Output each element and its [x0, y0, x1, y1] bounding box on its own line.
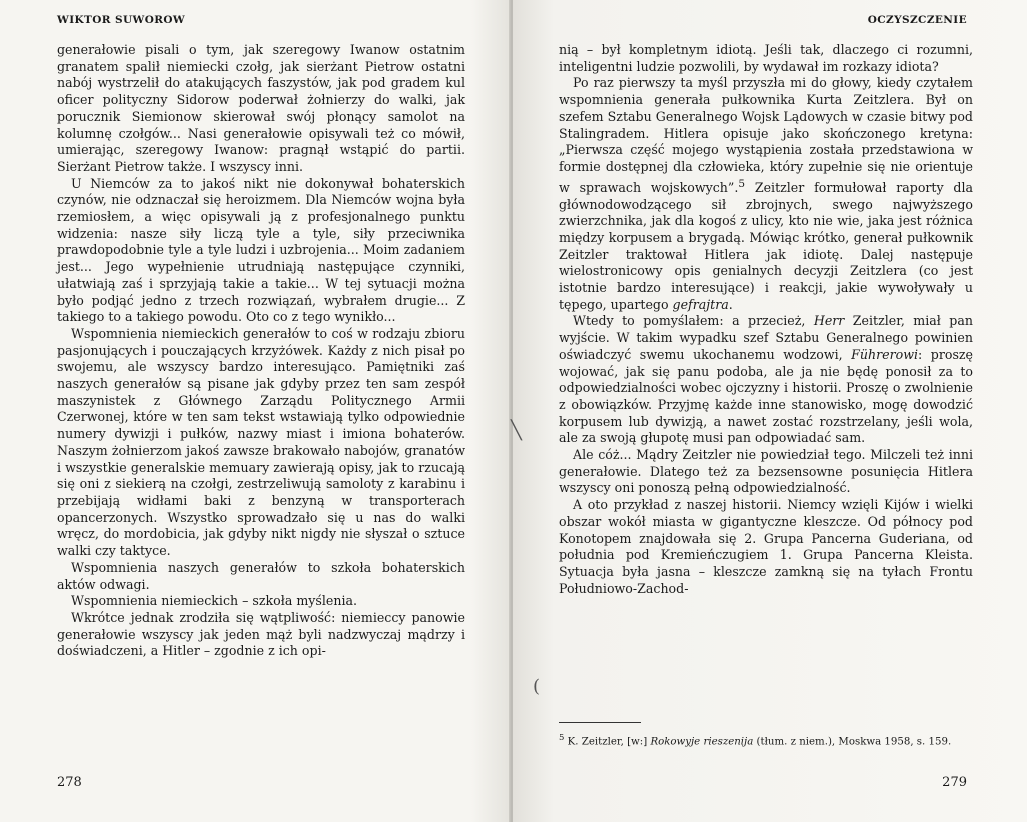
- left-page-body: [57, 42, 465, 660]
- text-run: Zeitzler, miał pan wyjście. W takim wypadku szef Sztabu Generalnego powinien oświadczyć swemu ukochanemu wodzowi,: [559, 313, 973, 362]
- italic-term: Führerowi: [851, 346, 919, 362]
- paragraph: Ale cóż... Mądry Zeitzler nie powiedział tego. Milczeli też inni generałowie. Dlatego też za bezsensowne posunięcia Hitlera wszyscy oni ponoszą pełną odpowiedzialność.: [559, 447, 973, 496]
- text-run: .: [728, 296, 733, 312]
- paragraph: U Niemców za to jakoś nikt nie dokonywał bohaterskich czynów, nie odznaczał się heroizmem. Dla Niemców wojna była rzemiosłem, a więc opisywali ją z profesjonalnego punktu widzenia: nasze siły liczą tyle a tyle, siły przeciwnika prawdopodobnie tyle a tyle ludzi i uzbrojenia... Moim zadaniem jest... Jego wypełnienie utrudniają następujące czynniki, ułatwiają zaś i sprzyjają takie a takie... W tej sytuacji można było podjąć jedno z trzech rozwiązań, wybrałem drugie... Z takiego to a takiego powodu. Oto co z tego wynikło...: [57, 175, 465, 325]
- running-head-left: WIKTOR SUWOROW: [57, 14, 186, 26]
- paragraph: [559, 313, 973, 447]
- paragraph: [559, 75, 973, 313]
- paragraph: Wspomnienia niemieckich – szkoła myślenia.: [71, 593, 357, 609]
- paragraph: A oto przykład z naszej historii. Niemcy wzięli Kijów i wielki obszar wokół miasta w gigantyczne kleszcze. Od północy pod Konotopem znajdowała się 2. Grupa Pancerna Guderiana, od południa pod Kremieńczugiem 1. Grupa Pancerna Kleista. Sytuacja była jasna – kleszcze zamkną się na tyłach Frontu Południowo-Zachod-: [559, 497, 973, 596]
- footnote-divider: [559, 722, 641, 723]
- pencil-mark: (: [533, 676, 541, 697]
- italic-term: Herr: [813, 313, 845, 329]
- paragraph: Wspomnienia niemieckich generałów to coś w rodzaju zbioru pasjonujących i pouczających krzyżówek. Każdy z nich pisał po swojemu, ale wszyscy bardzo interesująco. Pamiętniki zaś naszych generałów są pisane jak gdyby przez ten sam zespół maszynistek z Głównego Zarządu Politycznego Armii Czerwonej, które w ten sam tekst wstawiają tylko odpowiednie numery dywizji i pułków, nazwy miast i imiona bohaterów. Naszym żołnierzom jakoś zawsze brakowało nabojów, granatów i wszystkie generalskie memuary zawierają opisy, jak to rzucają się oni z siekierą na czołgi, zestrzeliwują samoloty z karabinu i przebijają widłami baki z benzyną w transporterach opancerzonych. Wszystko sprowadzało się u nas do walki wręcz, do mordobicia, jak gdyby nikt nigdy nie słyszał o sztuce walki czy taktyce.: [57, 325, 465, 559]
- paragraph: nią – był kompletnym idiotą. Jeśli tak, dlaczego ci rozumni, inteligentni ludzie pozwolili, by wydawał im rozkazy idiota?: [559, 42, 973, 74]
- footnote-text: (tłum. z niem.), Moskwa 1958, s. 159.: [753, 736, 952, 748]
- page-number-right: 279: [942, 775, 967, 790]
- text-run: Po raz pierwszy ta myśl przyszła mi do głowy, kiedy czytałem wspomnienia generała pułkownika Kurta Zeitzlera. Był on szefem Sztabu Generalnego Wojsk Lądowych w czasie bitwy pod Stalingradem. Hitlera opisuje jako skończonego kretyna: „Pierwsza część mojego wystąpienia została przedstawiona w formie dostępnej dla człowieka, który zupełnie się nie orientuje w sprawach wojskowych”.: [559, 75, 973, 195]
- right-page: [513, 0, 1027, 822]
- right-page-body: [559, 42, 973, 597]
- left-page: [0, 0, 512, 822]
- footnote-reference: 5: [738, 177, 746, 190]
- text-run: : proszę wojować, jak się panu podoba, ale ja nie będę ponosił za to odpowiedzialności wobec ojczyzny i historii. Proszę o zwolnienie z obowiązków. Przyjmę każde inne stanowisko, mogę dowodzić korpusem lub dywizją, a nawet zostać rozstrzelany, jeśli wola, ale za swoją głupotę musi pan odpowiadać sam.: [559, 346, 973, 446]
- text-run: Wtedy to pomyślałem: a przecież,: [573, 313, 814, 329]
- paragraph: generałowie pisali o tym, jak szeregowy Iwanow ostatnim granatem spalił niemiecki czołg, jak sierżant Pietrow ostatni nabój wystrzelił do atakujących faszystów, jak pod gradem kul oficer polityczny Sidorow poderwał żołnierzy do walki, jak porucznik Siemionow skierował swój płonący samolot na kolumnę czołgów... Nasi generałowie opisywali też co mówił, umierając, szeregowy Iwanow: pragnął wstąpić do partii. Sierżant Pietrow także. I wszyscy inni.: [57, 42, 465, 174]
- footnote-text: K. Zeitzler, [w:]: [564, 736, 651, 748]
- paragraph: Wspomnienia naszych generałów to szkoła bohaterskich aktów odwagi.: [57, 559, 465, 592]
- footnote: [559, 731, 973, 749]
- paragraph: Wkrótce jednak zrodziła się wątpliwość: niemieccy panowie generałowie wszyscy jak jeden mąż byli nadzwyczaj mądrzy i doświadczeni, a Hitler – zgodnie z ich opi-: [57, 609, 465, 659]
- footnote-title: Rokowyje rieszenija: [650, 736, 754, 748]
- text-run: Zeitzler formułował raporty dla głównodowodzącego sił zbrojnych, swego najwyższego zwierzchnika, jak dla kogoś z ulicy, kto nie wie, jaka jest różnica między korpusem a brygadą. Mówiąc krótko, generał pułkownik Zeitzler traktował Hitlera jak idiotę. Dalej następuje wielostronicowy opis genialnych decyzji Zeitzlera (co jest istotnie bardzo interesujące) i reakcji, jakie wywoływały u tępego, upartego: [559, 179, 973, 312]
- footnote-number: 5: [559, 733, 565, 743]
- italic-term: gefrajtra: [672, 296, 729, 312]
- running-head-right: OCZYSZCZENIE: [867, 14, 967, 26]
- pencil-mark: ╲: [511, 420, 522, 441]
- page-number-left: 278: [57, 775, 82, 790]
